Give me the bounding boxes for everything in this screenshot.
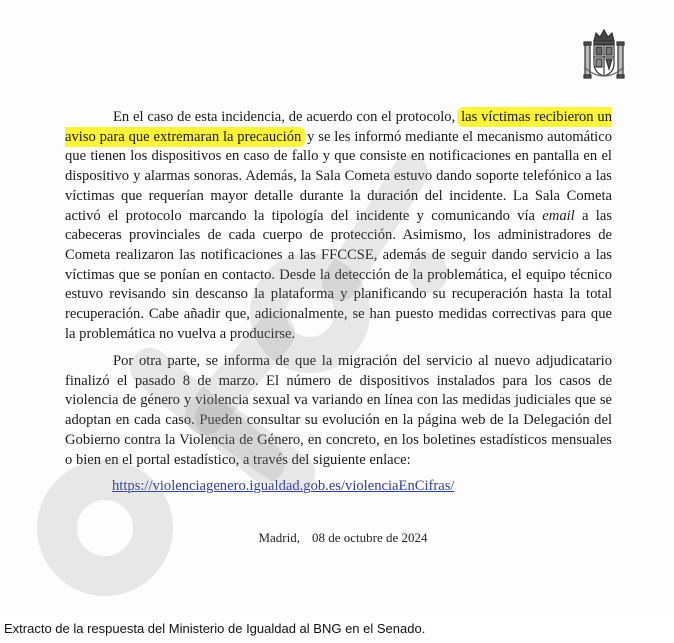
paragraph-incident (65, 108, 612, 344)
image-caption: Extracto de la respuesta del Ministerio de Igualdad al BNG en el Senado. (4, 621, 426, 636)
paragraph-incident-text-a: En el caso de esta incidencia, de acuerdo con el protocolo, (113, 109, 460, 125)
paragraph-incident-text-c: a las cabeceras provinciales de cada cuerpo de protección. Asimismo, los administradores de Cometa realizaron las notificaciones a las FFCCSE, además de seguir dando servicio a las víctimas que se ponían en contacto. Desde la detección de la problemática, el equipo técnico estuvo revisando sin descanso la plataforma y planificando su recuperación hasta la total recuperación. Cabe añadir que, adicionalmente, se han puesto medidas correctivas para que la problemática no vuelva a producirse. (65, 207, 612, 342)
date-place: Madrid, (258, 530, 300, 545)
spain-coat-of-arms-icon (582, 27, 626, 87)
paragraph-incident-text-b: y se les informó mediante el mecanismo automático que tienen los dispositivos en caso de fallo y que consiste en notificaciones en pantalla en el dispositivo y alarmas sonoras. Además, la Sala Cometa estuvo dando soporte telefónico a las víctimas que requerían mayor detalle durante la duración del incidente. La Sala Cometa activó el protocolo marcando la tipología del incidente y comunicando vía (65, 128, 612, 224)
email-word: email (542, 207, 575, 224)
statistics-link[interactable]: https://violenciagenero.igualdad.gob.es/violenciaEnCifras/ (112, 478, 455, 494)
signature-date (0, 530, 674, 546)
paragraph-migration (65, 352, 612, 470)
highlighted-phrase: las víctimas recibieron un aviso para que extremaran la precaución (65, 109, 612, 145)
paragraph-migration-text: Por otra parte, se informa de que la migración del servicio al nuevo adjudicatario finalizó el pasado 8 de marzo. El número de dispositivos instalados para los casos de violencia de género y violencia sexual va variando en línea con las medidas judiciales que se adoptan en cada caso. Pueden consultar su evolución en la página web de la Delegación del Gobierno contra la Violencia de Género, en concreto, en los boletines estadísticos mensuales o bien en el portal estadístico, a través del siguiente enlace: (65, 353, 612, 468)
date-value: 08 de octubre de 2024 (312, 530, 428, 545)
